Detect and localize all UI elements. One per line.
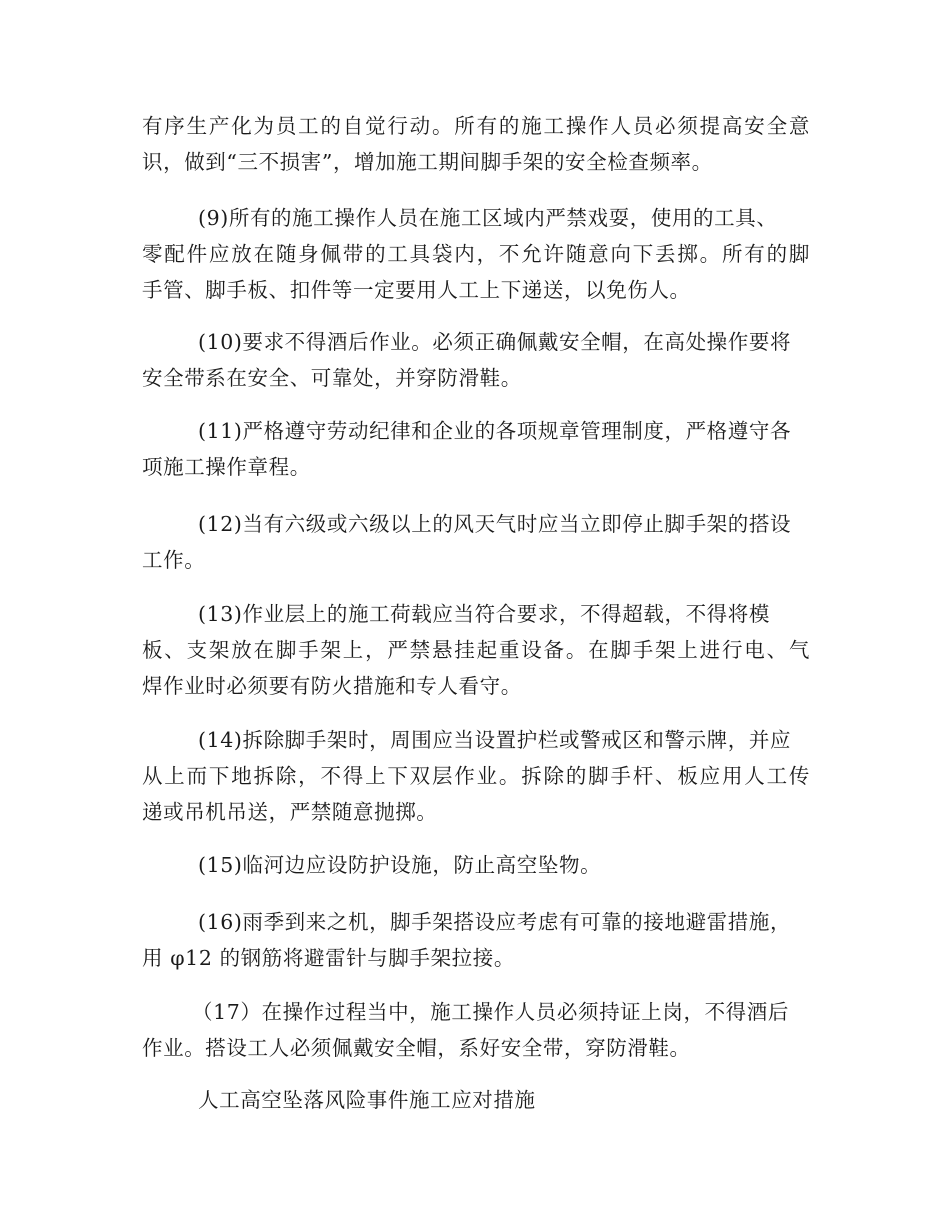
text-line: 递或吊机吊送，严禁随意抛掷。 bbox=[142, 800, 438, 824]
paragraph-item-13 bbox=[142, 596, 810, 704]
paragraph-item-11 bbox=[142, 413, 810, 485]
text-line: 作业。搭设工人必须佩戴安全帽，系好安全带，穿防滑鞋。 bbox=[142, 1036, 691, 1060]
text-line: 项施工操作章程。 bbox=[142, 455, 311, 479]
text-line: (12)当有六级或六级以上的风天气时应当立即停止脚手架的搭设 bbox=[198, 512, 792, 536]
paragraph-continuation bbox=[142, 108, 810, 180]
text-line: （17）在操作过程当中，施工操作人员必须持证上岗，不得酒后 bbox=[192, 1000, 789, 1024]
section-heading bbox=[142, 1082, 810, 1118]
text-line: 零配件应放在随身佩带的工具袋内，不允许随意向下丢掷。所有的脚 bbox=[142, 242, 810, 266]
paragraph-item-14 bbox=[142, 722, 810, 830]
text-line: 手管、脚手板、扣件等一定要用人工上下递送，以免伤人。 bbox=[142, 278, 691, 302]
text-line: (9)所有的施工操作人员在施工区域内严禁戏耍，使用的工具、 bbox=[198, 206, 778, 230]
text-line: (15)临河边应设防护设施，防止高空坠物。 bbox=[198, 853, 602, 877]
paragraph-item-9 bbox=[142, 200, 810, 308]
text-line: 从上而下地拆除，不得上下双层作业。拆除的脚手杆、板应用人工传 bbox=[142, 764, 810, 788]
paragraph-item-10 bbox=[142, 324, 810, 396]
paragraph-item-17 bbox=[142, 994, 810, 1066]
text-line: 工作。 bbox=[142, 548, 206, 572]
text-line: (13)作业层上的施工荷载应当符合要求，不得超载，不得将模 bbox=[198, 602, 770, 626]
text-line: (14)拆除脚手架时，周围应当设置护栏或警戒区和警示牌，并应 bbox=[198, 728, 792, 752]
paragraph-item-15 bbox=[142, 847, 810, 883]
text-line: 识，做到“三不损害”，增加施工期间脚手架的安全检查频率。 bbox=[142, 150, 713, 174]
paragraph-item-16 bbox=[142, 904, 810, 976]
heading-text: 人工高空坠落风险事件施工应对措施 bbox=[198, 1088, 536, 1112]
text-line: 板、支架放在脚手架上，严禁悬挂起重设备。在脚手架上进行电、气 bbox=[142, 638, 810, 662]
text-line: (10)要求不得酒后作业。必须正确佩戴安全帽，在高处操作要将 bbox=[198, 330, 792, 354]
text-line: 用 φ12 的钢筋将避雷针与脚手架拉接。 bbox=[142, 946, 515, 970]
paragraph-item-12 bbox=[142, 506, 810, 578]
text-line: 安全带系在安全、可靠处，并穿防滑鞋。 bbox=[142, 366, 522, 390]
text-line: (16)雨季到来之机，脚手架搭设应考虑有可靠的接地避雷措施， bbox=[198, 910, 792, 934]
text-line: 有序生产化为员工的自觉行动。所有的施工操作人员必须提高安全意 bbox=[142, 114, 810, 138]
text-line: (11)严格遵守劳动纪律和企业的各项规章管理制度，严格遵守各 bbox=[198, 419, 792, 443]
text-line: 焊作业时必须要有防火措施和专人看守。 bbox=[142, 674, 522, 698]
